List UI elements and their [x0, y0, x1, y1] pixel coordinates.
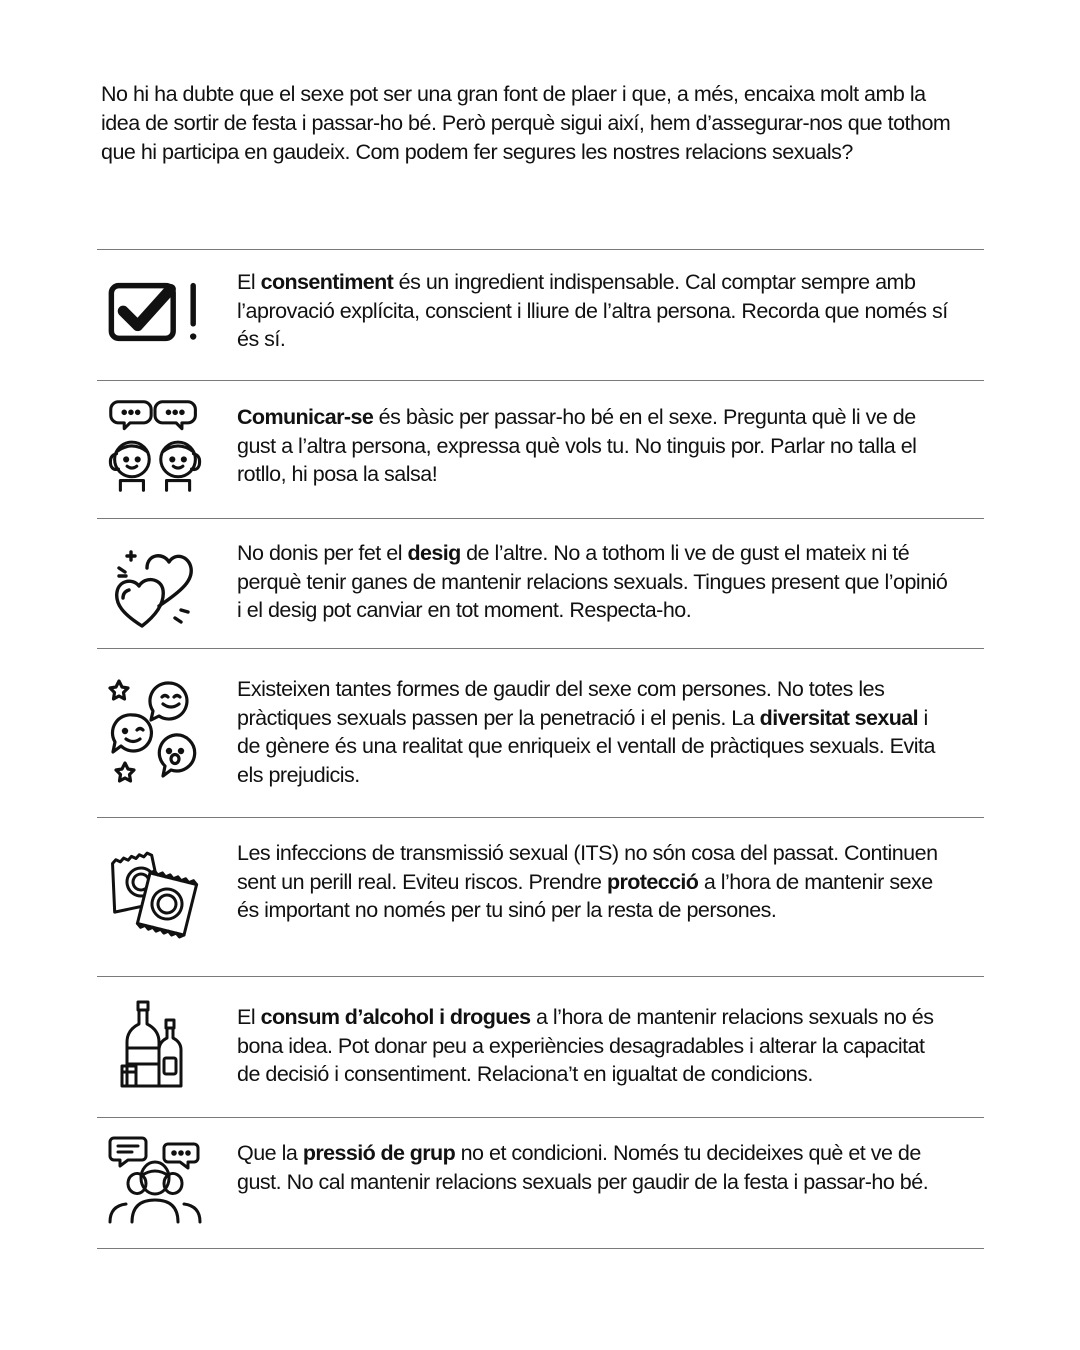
item-text: Existeixen tantes formes de gaudir del sexe com persones. No totes les pràctiques sexuals passen per la penetració i el penis. La diversitat sexual i de gènere és una realitat que enriqueix el ventall de pràctiques sexuals. Evita els prejudicis.: [237, 677, 935, 788]
alcohol-bottles-icon: [105, 1000, 205, 1090]
item-text: El consentiment és un ingredient indispensable. Cal comptar sempre amb l’aprovació explícita, conscient i lliure de l’altra persona. Recorda que només sí és sí.: [237, 270, 948, 352]
item-text: Que la pressió de grup no et condicioni. Només tu decideixes què et ve de gust. No cal mantenir relacions sexuals per gaudir de la festa i passar-ho bé.: [237, 1141, 929, 1194]
divider: [97, 1117, 984, 1118]
intro-paragraph: No hi ha dubte que el sexe pot ser una gran font de plaer i que, a més, encaixa molt amb la idea de sortir de festa i passar-ho bé. Però perquè sigui així, hem d’assegurar-nos que tothom que hi participa en gaudeix. Com podem fer segures les nostres relacions sexuals?: [101, 82, 951, 164]
diversity-faces-icon: [105, 675, 205, 785]
divider: [97, 518, 984, 519]
divider: [97, 976, 984, 977]
item-text: El consum d’alcohol i drogues a l’hora de mantenir relacions sexuals no és bona idea. Pot donar peu a experiències desagradables i alterar la capacitat de decisió i consentiment. Relaciona’t en igualtat de condicions.: [237, 1005, 934, 1087]
item-text: Comunicar-se és bàsic per passar-ho bé en el sexe. Pregunta què li ve de gust a l’altra persona, expressa què vols tu. No tinguis por. Parlar no talla el rotllo, hi posa la salsa!: [237, 405, 917, 487]
divider: [97, 648, 984, 649]
group-pressure-icon: [105, 1134, 205, 1224]
item-text: No donis per fet el desig de l’altre. No a tothom li ve de gust el mateix ni té perquè tenir ganes de mantenir relacions sexuals. Tingues present que l’opinió i el desig pot canviar en tot moment. Respecta-ho.: [237, 541, 948, 623]
consent-check-icon: [105, 277, 205, 347]
divider: [97, 249, 984, 250]
communication-people-icon: [105, 396, 205, 494]
hearts-icon: [105, 546, 205, 630]
divider: [97, 1248, 984, 1249]
item-text: Les infeccions de transmissió sexual (ITS) no són cosa del passat. Continuen sent un perill real. Eviteu riscos. Prendre protecció a l’hora de mantenir sexe és important no només per tu sinó per la resta de persones.: [237, 841, 938, 923]
condoms-icon: [105, 850, 205, 940]
divider: [97, 817, 984, 818]
divider: [97, 380, 984, 381]
